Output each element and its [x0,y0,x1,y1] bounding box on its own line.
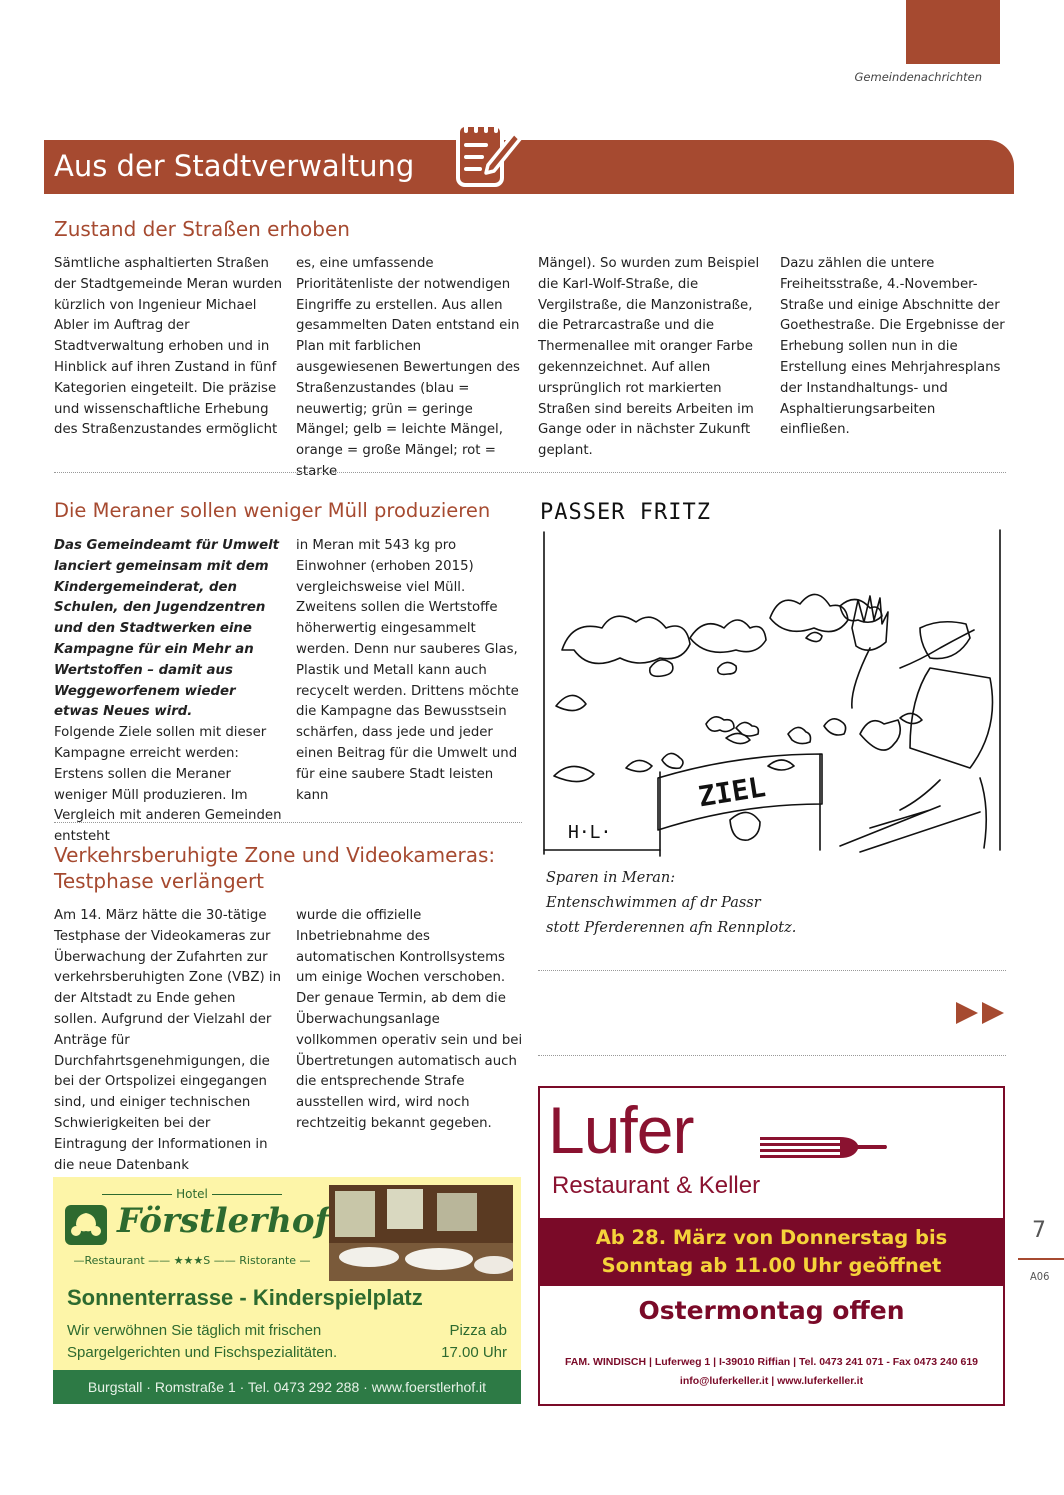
divider [54,472,1006,473]
cartoon-caption [546,866,796,941]
cartoon-signature: H·L· [568,822,612,843]
article-roads-col-4: Dazu zählen die untere Freiheitsstraße, 4.-November-Straße und einige Abschnitte der Goethestraße. Die Ergebnisse der Erhebung sollen nun in die Erstellung eines Mehrjahresplans der Instandhaltungs- und Asphaltierungsarbeiten einfließen. [780,256,1005,438]
article-waste-intro: Das Gemeindeamt für Umwelt lanciert gemeinsam mit dem Kindergemeinderat, den Schulen, den Jugendzentren und den Stadtwerken eine Kampagne für ein Mehr an Wertstoffen – damit aus Weggeworfenem wieder etwas Neues wird. [54,538,280,720]
cartoon-drawing [540,528,1004,858]
ad-foerstlerhof[interactable] [53,1177,521,1404]
banner-title: Aus der Stadtverwaltung [54,149,415,183]
section-banner [44,140,1014,194]
article-roads-col-1: Sämtliche asphaltierten Straßen der Stadtgemeinde Meran wurden kürzlich von Ingenieur Michael Abler im Auftrag der Stadtverwaltung erhoben und in Hinblick auf ihren Zustand in fünf Kategorien eingeteilt. Die präzise und wissenschaftliche Erhebung des Straßenzustandes ermöglicht [54,256,283,438]
article-traffic-col-2: wurde die offizielle Inbetriebnahme des automatischen Kontrollsystems um einige Wochen verschoben. Der genaue Termin, ab dem die Überwachungsanlage vollkommen operativ sein und bei Übertretungen automatisch auch die entsprechende Strafe ausstellen wird, wird noch rechtzeitig bekannt gegeben. [296,908,523,1131]
caption-line: stott Pferderennen afn Rennplotz. [546,920,797,936]
ad-hotel-name: Förstlerhof [117,1201,330,1241]
fork-icon [760,1134,888,1160]
ad-hotel-pizza-time: 17.00 Uhr [441,1344,507,1361]
cartoon-title: PASSER FRITZ [540,500,711,525]
ad-hotel-headline: Sonnenterrasse - Kinderspielplatz [67,1285,423,1310]
article-roads-col-2: es, eine umfassende Prioritätenliste der notwendigen Eingriffe zu erstellen. Aus allen gesammelten Daten entstand ein Plan mit farblichen ausgewiesenen Bewertungen des Straßenzustandes (blau = neuwertig; grün = geringe Mängel; gelb = leichte Mängel, orange = große Mängel; rot = starke [296,256,520,479]
article-waste-col-1 [54,536,282,848]
ad-hotel-pizza-label: Pizza ab [449,1322,507,1339]
ad-hotel-footer: Burgstall · Romstraße 1 · Tel. 0473 292 288 · www.foerstlerhof.it [53,1370,521,1404]
article-title-roads: Zustand der Straßen erhoben [54,217,350,241]
ad-lufer-easter: Ostermontag offen [638,1296,905,1325]
page-number-rule [1018,1258,1064,1260]
ad-lufer-subtitle: Restaurant & Keller [552,1172,761,1199]
caption-line: Entenschwimmen af dr Passr [546,895,761,911]
divider [538,970,1006,971]
article-waste-col-2: in Meran mit 543 kg pro Einwohner (erhoben 2015) vergleichsweise viel Müll. Zweitens sollen die Wertstoffe höherwertig eingesammelt werden. Denn nur sauberes Glas, Plastik und Metall kann auch recycelt werden. Drittens möchte die Kampagne das Bewusstsein schärfen, dass jede und jeder einen Beitrag für die Umwelt und für eine saubere Stadt leisten kann [296,538,519,803]
dining-room-photo [329,1185,513,1281]
ad-hotel-text: Hotel [176,1187,208,1201]
ad-lufer-opening-line: Sonntag ab 11.00 Uhr geöffnet [601,1254,942,1277]
ad-hotel-label [65,1187,319,1201]
ad-hotel-text-line: Spargelgerichten und Fischspezialitäten. [67,1344,338,1361]
ad-lufer-contact: FAM. WINDISCH | Luferweg 1 | I-39010 Riffian | Tel. 0473 241 071 - Fax 0473 240 619 [564,1356,979,1368]
ad-lufer-logo: Lufer [548,1093,694,1167]
article-waste-col-1-text: Folgende Ziele sollen mit dieser Kampagne erreicht werden: Erstens sollen die Meraner weniger Müll produzieren. Im Vergleich mit anderen Gemeinden entsteht [54,725,282,845]
section-label: Gemeindenachrichten [854,70,982,84]
page-code: A06 [1030,1270,1050,1283]
notepad-icon [452,115,524,195]
cartoon-sign-text: ZIEL [696,770,768,814]
ad-lufer-web: info@luferkeller.it | www.luferkeller.it [679,1375,864,1387]
ad-lufer-opening-band [540,1218,1003,1286]
article-roads-col-3: Mängel). So wurden zum Beispiel die Karl-Wolf-Straße, die Vergilstraße, die Manzonistraße, die Petrarcastraße und die Thermenallee mit oranger Farbe gekennzeichnet. Auf allen ursprünglich rot markierten Straßen sind bereits Arbeiten im Gange oder in nächster Zukunft geplant. [538,256,760,459]
page-number: 7 [1032,1218,1046,1243]
article-traffic-col-1: Am 14. März hätte die 30-tätige Testphase der Videokameras zur Überwachung der Zufahrten zur verkehrsberuhigten Zone (VBZ) in der Altstadt zu Ende gehen sollen. Aufgrund der Vielzahl der Anträge für Durchfahrtsgenehmigungen, die bei der Ortspolizei eingegangen sind, und einiger technischen Schwierigkeiten bei der Eintragung der Informationen in die neue Datenbank [54,908,282,1173]
caption-line: Sparen in Meran: [546,870,676,886]
ad-lufer[interactable] [538,1086,1005,1406]
ad-lufer-opening-line: Ab 28. März von Donnerstag bis [595,1226,948,1249]
continue-arrows-icon[interactable] [956,1002,1006,1024]
article-title-waste: Die Meraner sollen weniger Müll produzieren [54,499,491,522]
divider [538,1055,1006,1056]
divider [54,822,522,823]
article-title-traffic: Verkehrsberuhigte Zone und Videokameras: Testphase verlängert [54,843,496,893]
top-tab-marker [906,0,1000,64]
ad-hotel-text-line: Wir verwöhnen Sie täglich mit frischen [67,1322,322,1339]
ad-hotel-subline: —Restaurant —— ★★★S —— Ristorante — [73,1254,311,1267]
ad-lufer-opening-text [540,1224,1003,1280]
